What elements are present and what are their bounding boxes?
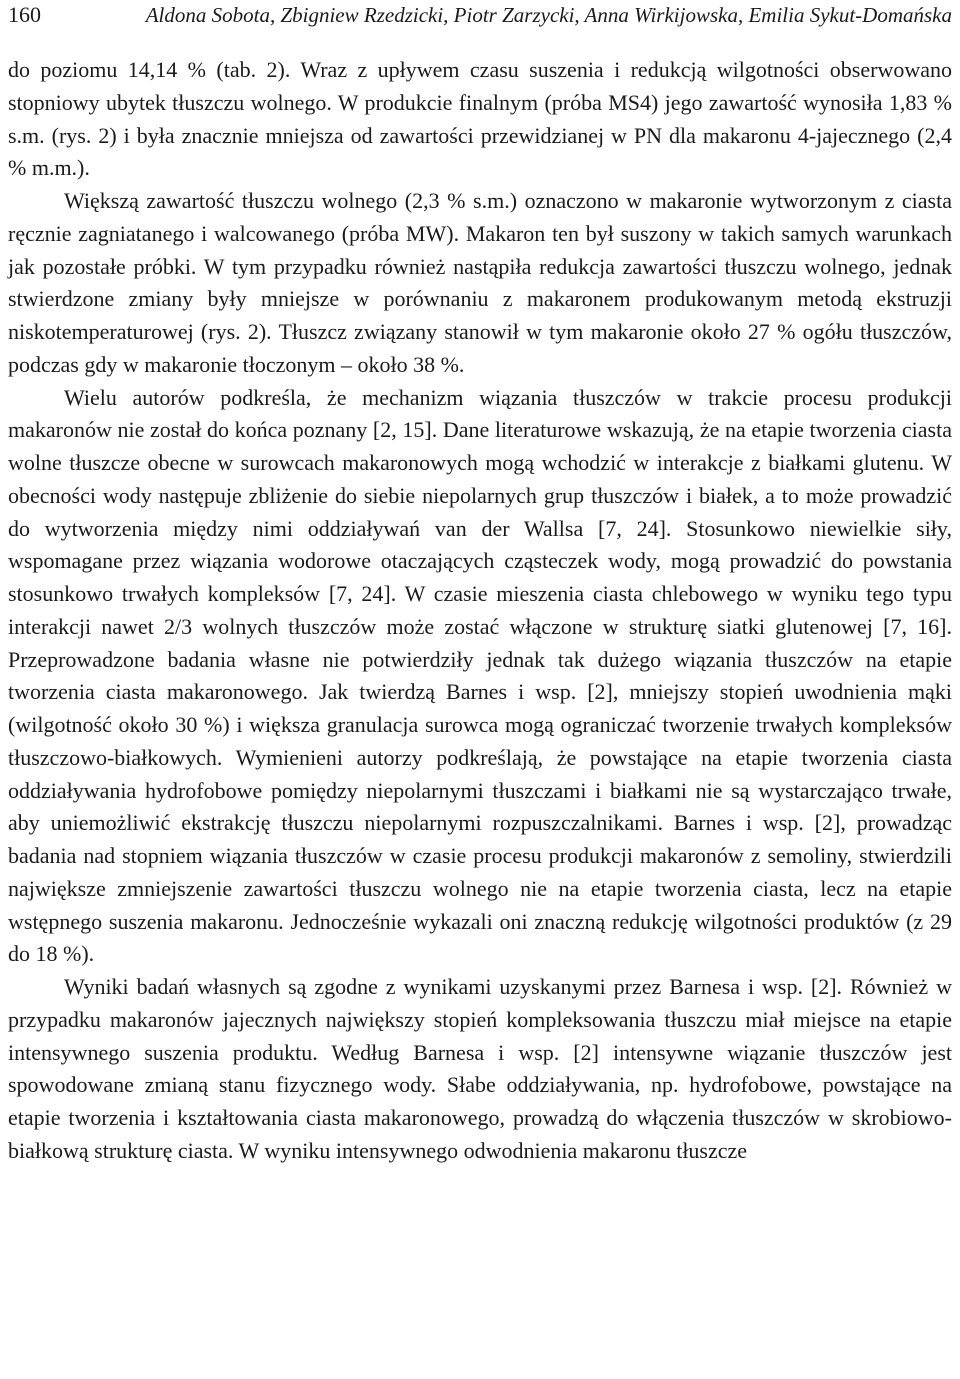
paragraph-literature-mechanism: Wielu autorów podkreśla, że mechanizm wiązania tłuszczów w trakcie procesu produkcji makaronów nie został do końca poznany [2, 15]. Dane literaturowe wskazują, że na etapie tworzenia ciasta wolne tłuszcze obecne w surowcach makaronowych mogą wchodzić w interakcje z białkami glutenu. W obecności wody następuje zbliżenie do siebie niepolarnych grup tłuszczów i białek, a to może prowadzić do wytworzenia między nimi oddziaływań van der Wallsa [7, 24]. Stosunkowo niewielkie siły, wspomagane przez wiązania wodorowe otaczających cząsteczek wody, mogą prowadzić do powstania stosunkowo trwałych kompleksów [7, 24]. W czasie mieszenia ciasta chlebowego w wyniku tego typu interakcji nawet 2/3 wolnych tłuszczów może zostać włączone w strukturę siatki glutenowej [7, 16]. Przeprowadzone badania własne nie potwierdziły jednak tak dużego wiązania tłuszczów na etapie tworzenia ciasta makaronowego. Jak twierdzą Barnes i wsp. [2], mniejszy stopień uwodnienia mąki (wilgotność około 30 %) i większa granulacja surowca mogą ograniczać tworzenie trwałych kompleksów tłuszczowo-białkowych. Wymienieni autorzy podkreślają, że powstające na etapie tworzenia ciasta oddziaływania hydrofobowe pomiędzy niepolarnymi tłuszczami i białkami nie są wystarczająco trwałe, aby uniemożliwić ekstrakcję tłuszczu niepolarnymi rozpuszczalnikami. Barnes i wsp. [2], prowadząc badania nad stopniem wiązania tłuszczów w czasie procesu produkcji makaronów z semoliny, stwierdzili największe zmniejszenie zawartości tłuszczu wolnego nie na etapie tworzenia ciasta, lecz na etapie wstępnego suszenia makaronu. Jednocześnie wykazali oni znaczną redukcję wilgotności produktów (z 29 do 18 %). — [8, 384, 952, 967]
document-page — [8, 0, 952, 1168]
page-number: 160 — [8, 2, 41, 27]
running-head-authors: Aldona Sobota, Zbigniew Rzedzicki, Piotr Zarzycki, Anna Wirkijowska, Emilia Sykut-Domańska — [145, 3, 952, 27]
paragraph-own-results: Wyniki badań własnych są zgodne z wynikami uzyskanymi przez Barnesa i wsp. [2]. Również w przypadku makaronów jajecznych największy stopień kompleksowania tłuszczu miał miejsce na etapie intensywnego suszenia produktu. Według Barnesa i wsp. [2] intensywne wiązanie tłuszczów jest spowodowane zmianą stanu fizycznego wody. Słabe oddziaływania, np. hydrofobowe, powstające na etapie tworzenia i kształtowania ciasta makaronowego, prowadzą do włączenia tłuszczów w skrobiowo-białkową strukturę ciasta. W wyniku intensywnego odwodnienia makaronu tłuszcze — [8, 974, 952, 1163]
body-text — [8, 54, 952, 1168]
paragraph-free-fat-mw: Większą zawartość tłuszczu wolnego (2,3 % s.m.) oznaczono w makaronie wytworzonym z ciasta ręcznie zagniatanego i walcowanego (próba MW). Makaron ten był suszony w takich samych warunkach jak pozostałe próbki. W tym przypadku również nastąpiła redukcja zawartości tłuszczu wolnego, jednak stwierdzone zmiany były mniejsze w porównaniu z makaronem produkowanym metodą ekstruzji niskotemperaturowej (rys. 2). Tłuszcz związany stanowił w tym makaronie około 27 % ogółu tłuszczów, podczas gdy w makaronie tłoczonym – około 38 %. — [8, 188, 952, 377]
page-header — [8, 0, 952, 36]
paragraph-continuation: do poziomu 14,14 % (tab. 2). Wraz z upływem czasu suszenia i redukcją wilgotności obserwowano stopniowy ubytek tłuszczu wolnego. W produkcie finalnym (próba MS4) jego zawartość wynosiła 1,83 % s.m. (rys. 2) i była znacznie mniejsza od zawartości przewidzianej w PN dla makaronu 4-jajecznego (2,4 % m.m.). — [8, 57, 952, 181]
